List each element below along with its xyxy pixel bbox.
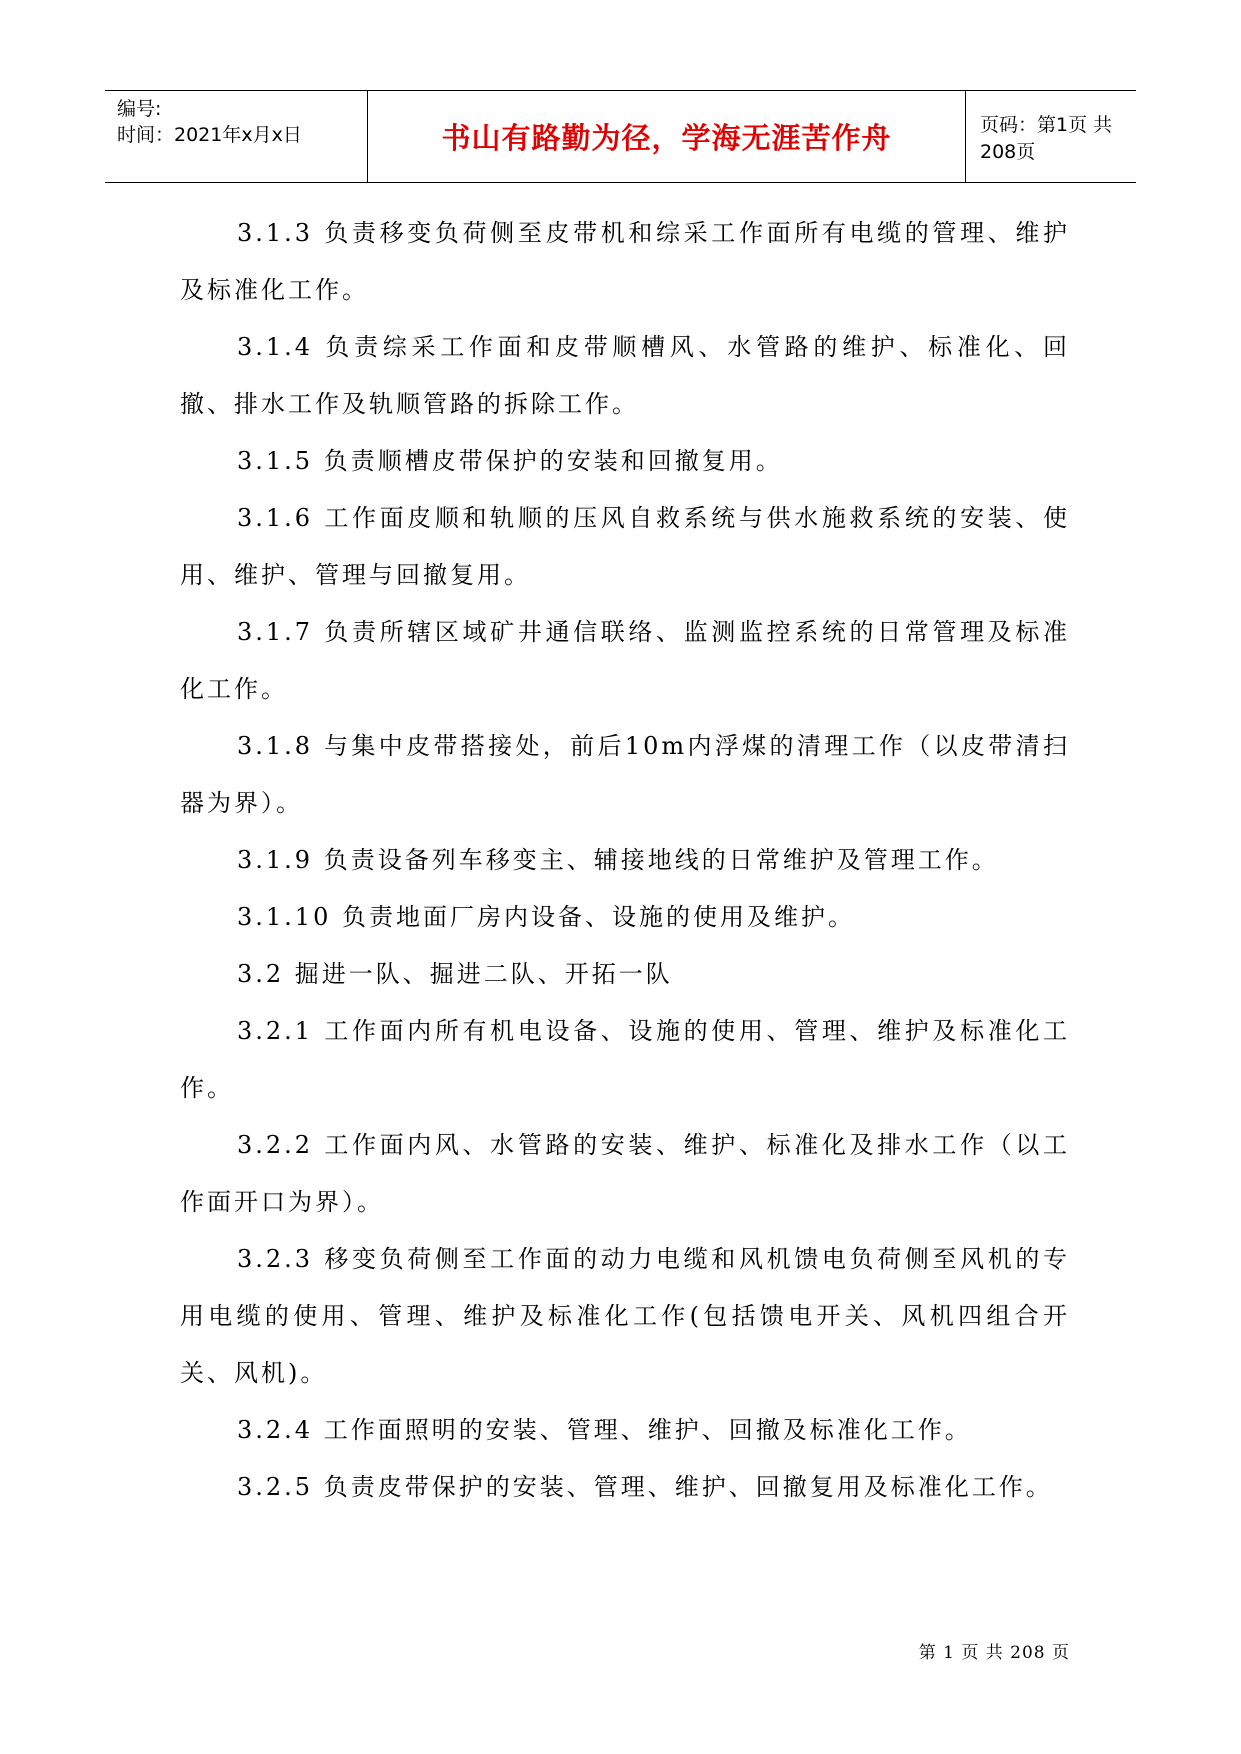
paragraph: 3.1.7 负责所辖区域矿井通信联络、监测监控系统的日常管理及标准化工作。 xyxy=(180,618,1070,703)
header-page-cell xyxy=(966,91,1136,182)
paragraph: 3.2.2 工作面内风、水管路的安装、维护、标准化及排水工作（以工作面开口为界）。 xyxy=(180,1131,1070,1216)
paragraph: 3.2.4 工作面照明的安装、管理、维护、回撤及标准化工作。 xyxy=(237,1416,972,1444)
paragraph: 3.1.5 负责顺槽皮带保护的安装和回撤复用。 xyxy=(237,447,783,475)
document-body xyxy=(180,205,1070,1516)
paragraph: 3.1.9 负责设备列车移变主、辅接地线的日常维护及管理工作。 xyxy=(237,846,999,874)
page-footer: 第 1 页 共 208 页 xyxy=(918,1643,1070,1663)
header-meta-cell xyxy=(105,91,368,182)
paragraph: 3.1.6 工作面皮顺和轨顺的压风自救系统与供水施救系统的安装、使用、维护、管理与回撤复用。 xyxy=(180,504,1070,589)
document-header xyxy=(105,90,1136,183)
paragraph: 3.2.1 工作面内所有机电设备、设施的使用、管理、维护及标准化工作。 xyxy=(180,1017,1070,1102)
header-motto: 书山有路勤为径，学海无涯苦作舟 xyxy=(441,121,892,155)
document-time-label: 时间：2021年x月x日 xyxy=(117,124,302,146)
paragraph: 3.1.8 与集中皮带搭接处，前后10m内浮煤的清理工作（以皮带清扫器为界）。 xyxy=(180,732,1070,817)
paragraph: 3.1.10 负责地面厂房内设备、设施的使用及维护。 xyxy=(237,903,855,931)
header-motto-cell xyxy=(368,91,966,182)
paragraph: 3.2.5 负责皮带保护的安装、管理、维护、回撤复用及标准化工作。 xyxy=(237,1473,1053,1501)
section-heading: 3.2 掘进一队、掘进二队、开拓一队 xyxy=(237,960,673,988)
paragraph: 3.2.3 移变负荷侧至工作面的动力电缆和风机馈电负荷侧至风机的专用电缆的使用、管理、维护及标准化工作(包括馈电开关、风机四组合开关、风机)。 xyxy=(180,1245,1070,1387)
paragraph: 3.1.4 负责综采工作面和皮带顺槽风、水管路的维护、标准化、回撤、排水工作及轨顺管路的拆除工作。 xyxy=(180,333,1070,418)
header-page-code: 页码：第1页 共208页 xyxy=(980,113,1113,163)
paragraph: 3.1.3 负责移变负荷侧至皮带机和综采工作面所有电缆的管理、维护及标准化工作。 xyxy=(180,219,1070,304)
document-number-label: 编号: xyxy=(117,98,162,120)
